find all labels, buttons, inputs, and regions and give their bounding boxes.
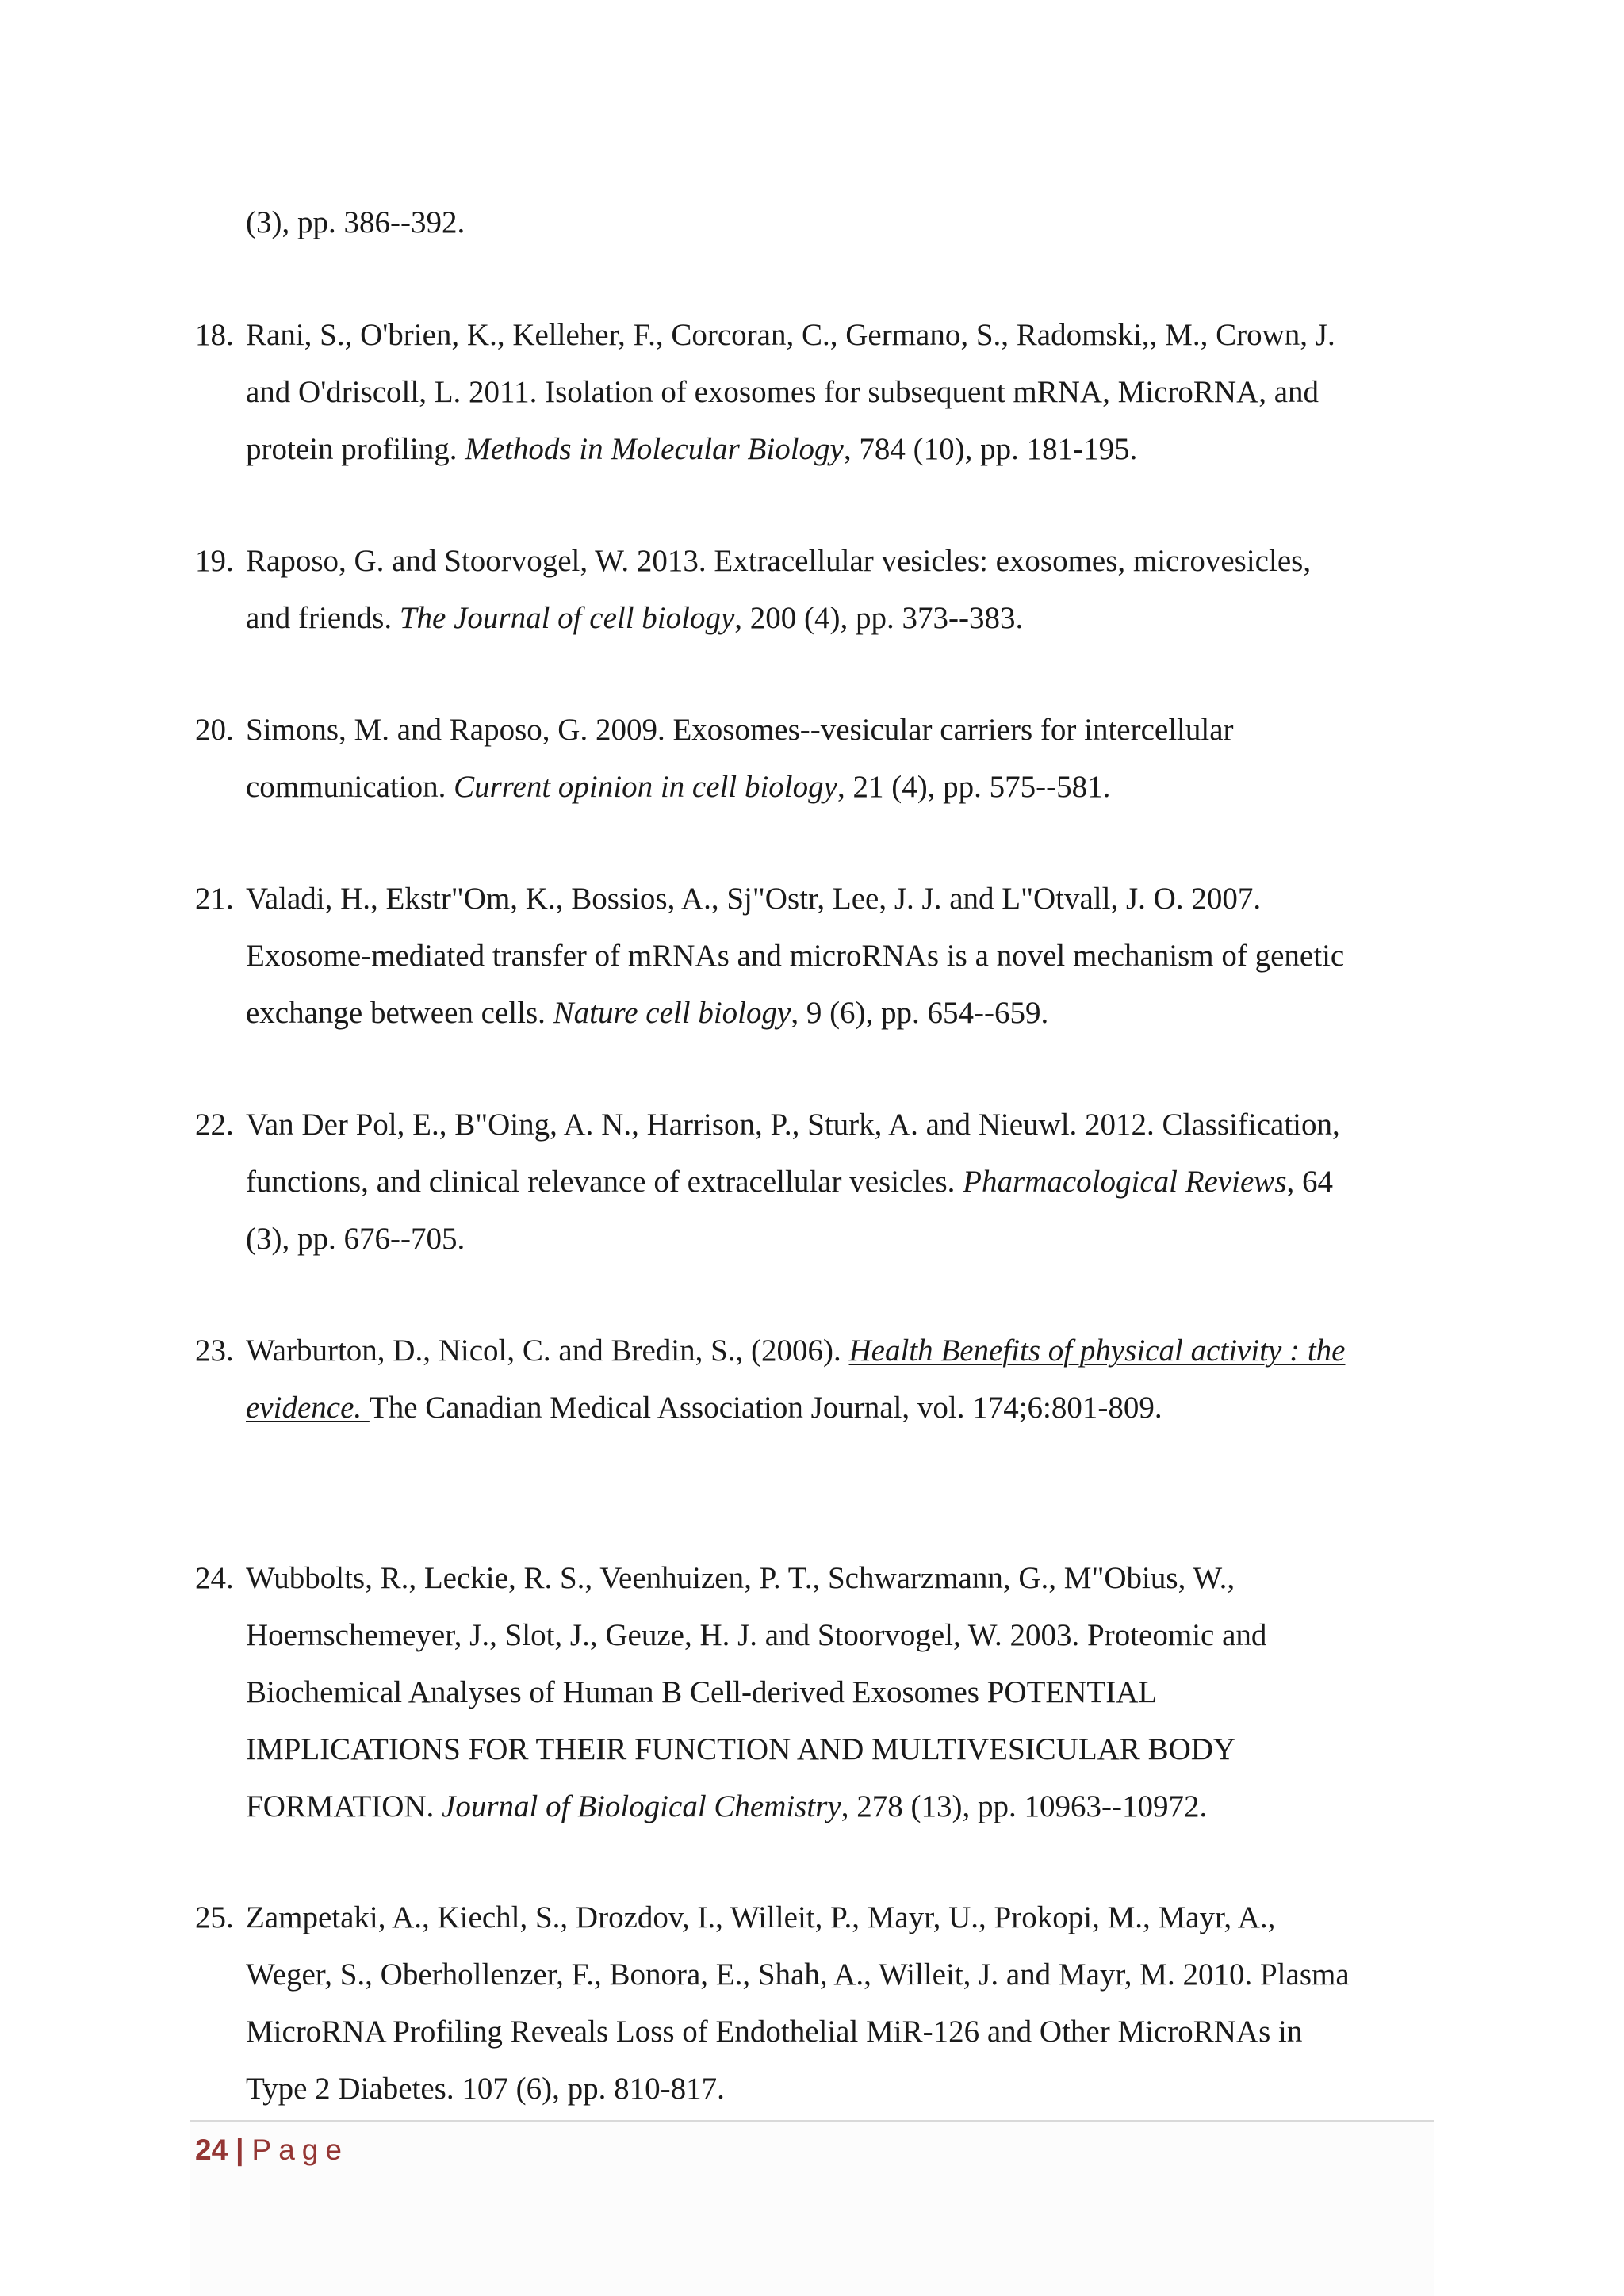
page-number: 24 — [195, 2133, 228, 2166]
reference-text-run: and friends. — [246, 601, 400, 635]
reference-number: 24. — [195, 1561, 234, 1595]
journal-title: Methods in Molecular Biology — [465, 432, 844, 466]
reference-line — [246, 1778, 1432, 1835]
reference-23 — [195, 1322, 1432, 1437]
reference-text — [246, 871, 1432, 1042]
reference-17-continuation: (3), pp. 386--392. — [246, 205, 465, 239]
reference-text — [246, 1889, 1432, 2118]
reference-text-run: IMPLICATIONS FOR THEIR FUNCTION AND MULTIVESICULAR BODY — [246, 1732, 1236, 1766]
reference-number: 19. — [195, 544, 234, 578]
reference-line — [246, 1154, 1432, 1211]
reference-text — [246, 307, 1432, 478]
reference-line — [246, 1211, 1432, 1268]
reference-line — [246, 421, 1432, 478]
reference-text-run: communication. — [246, 770, 454, 804]
reference-text-run: The Canadian Medical Association Journal, vol. 174;6:801-809. — [369, 1391, 1162, 1425]
reference-number: 22. — [195, 1108, 234, 1142]
reference-line — [246, 307, 1432, 364]
reference-line — [246, 1096, 1432, 1154]
journal-title: Current opinion in cell biology — [454, 770, 837, 804]
reference-line — [246, 590, 1432, 647]
reference-number: 18. — [195, 318, 234, 352]
reference-text-run: Raposo, G. and Stoorvogel, W. 2013. Extracellular vesicles: exosomes, microvesicles, — [246, 544, 1312, 578]
reference-line — [246, 1322, 1432, 1380]
reference-text-run: Weger, S., Oberhollenzer, F., Bonora, E., Shah, A., Willeit, J. and Mayr, M. 2010. Plasma — [246, 1957, 1350, 1992]
reference-number: 25. — [195, 1900, 234, 1934]
reference-line — [246, 1721, 1432, 1778]
reference-line — [246, 985, 1432, 1042]
reference-text-run: , 784 (10), pp. 181-195. — [843, 432, 1138, 466]
reference-line — [246, 1607, 1432, 1664]
reference-title-link: Health Benefits of physical activity : the — [848, 1334, 1346, 1368]
reference-text-run: , 9 (6), pp. 654--659. — [791, 996, 1049, 1030]
reference-text-run: Warburton, D., Nicol, C. and Bredin, S., (2006). — [246, 1334, 849, 1368]
reference-title-link: evidence. — [246, 1391, 370, 1425]
reference-text-run: MicroRNA Profiling Reveals Loss of Endothelial MiR-126 and Other MicroRNAs in — [246, 2015, 1303, 2049]
reference-text-run: , 200 (4), pp. 373--383. — [734, 601, 1024, 635]
reference-text-run: FORMATION. — [246, 1789, 442, 1823]
reference-19 — [195, 533, 1432, 647]
reference-text-run: Biochemical Analyses of Human B Cell-derived Exosomes POTENTIAL — [246, 1675, 1158, 1709]
reference-number: 21. — [195, 882, 234, 916]
reference-text-run: (3), pp. 676--705. — [246, 1222, 465, 1256]
reference-text-run: Simons, M. and Raposo, G. 2009. Exosomes--vesicular carriers for intercellular — [246, 713, 1234, 747]
reference-text-run: Van Der Pol, E., B"Oing, A. N., Harrison, P., Sturk, A. and Nieuwl. 2012. Classification, — [246, 1108, 1340, 1142]
page-footer — [195, 2126, 349, 2174]
reference-line — [246, 928, 1432, 985]
journal-title: The Journal of cell biology — [399, 601, 735, 635]
reference-25 — [195, 1889, 1432, 2118]
reference-text-run: , 64 — [1286, 1165, 1333, 1199]
reference-line — [246, 533, 1432, 590]
reference-line — [246, 1889, 1432, 1946]
reference-20 — [195, 702, 1432, 816]
journal-title: Journal of Biological Chemistry — [442, 1789, 841, 1823]
page-label: Page — [251, 2133, 349, 2166]
footer-separator: | — [236, 2133, 244, 2166]
reference-text-run: , 278 (13), pp. 10963--10972. — [841, 1789, 1208, 1823]
reference-line — [246, 1550, 1432, 1607]
reference-number: 23. — [195, 1334, 234, 1368]
journal-title: Nature cell biology — [553, 996, 791, 1030]
reference-text-run: Rani, S., O'brien, K., Kelleher, F., Corcoran, C., Germano, S., Radomski,, M., Crown, J. — [246, 318, 1335, 352]
reference-line — [246, 702, 1432, 759]
reference-line — [246, 1380, 1432, 1437]
reference-text-run: exchange between cells. — [246, 996, 553, 1030]
reference-text — [246, 1550, 1432, 1835]
reference-24 — [195, 1550, 1432, 1835]
reference-text — [246, 533, 1432, 647]
journal-title: Pharmacological Reviews — [963, 1165, 1287, 1199]
reference-text — [246, 1322, 1432, 1437]
reference-18 — [195, 307, 1432, 478]
reference-text-run: Valadi, H., Ekstr"Om, K., Bossios, A., Sj"Ostr, Lee, J. J. and L"Otvall, J. O. 2007. — [246, 882, 1262, 916]
reference-22 — [195, 1096, 1432, 1268]
reference-line — [246, 364, 1432, 421]
reference-text-run: Zampetaki, A., Kiechl, S., Drozdov, I., Willeit, P., Mayr, U., Prokopi, M., Mayr, A., — [246, 1900, 1276, 1934]
reference-text — [246, 1096, 1432, 1268]
reference-text-run: Type 2 Diabetes. 107 (6), pp. 810-817. — [246, 2072, 725, 2106]
footer-shade — [190, 2122, 1434, 2296]
footer-divider — [190, 2120, 1434, 2122]
reference-line — [246, 2061, 1432, 2118]
reference-text-run: Exosome-mediated transfer of mRNAs and microRNAs is a novel mechanism of genetic — [246, 939, 1345, 973]
reference-text-run: functions, and clinical relevance of extracellular vesicles. — [246, 1165, 963, 1199]
reference-number: 20. — [195, 713, 234, 747]
reference-line — [246, 2003, 1432, 2061]
reference-text-run: protein profiling. — [246, 432, 465, 466]
reference-text-run: , 21 (4), pp. 575--581. — [837, 770, 1111, 804]
reference-line — [246, 759, 1432, 816]
reference-line — [246, 1946, 1432, 2003]
reference-text — [246, 702, 1432, 816]
reference-line — [246, 1664, 1432, 1721]
reference-21 — [195, 871, 1432, 1042]
reference-text-run: and O'driscoll, L. 2011. Isolation of exosomes for subsequent mRNA, MicroRNA, and — [246, 375, 1320, 409]
reference-text-run: Hoernschemeyer, J., Slot, J., Geuze, H. J. and Stoorvogel, W. 2003. Proteomic and — [246, 1618, 1267, 1652]
reference-text-run: Wubbolts, R., Leckie, R. S., Veenhuizen, P. T., Schwarzmann, G., M"Obius, W., — [246, 1561, 1235, 1595]
reference-line — [246, 871, 1432, 928]
